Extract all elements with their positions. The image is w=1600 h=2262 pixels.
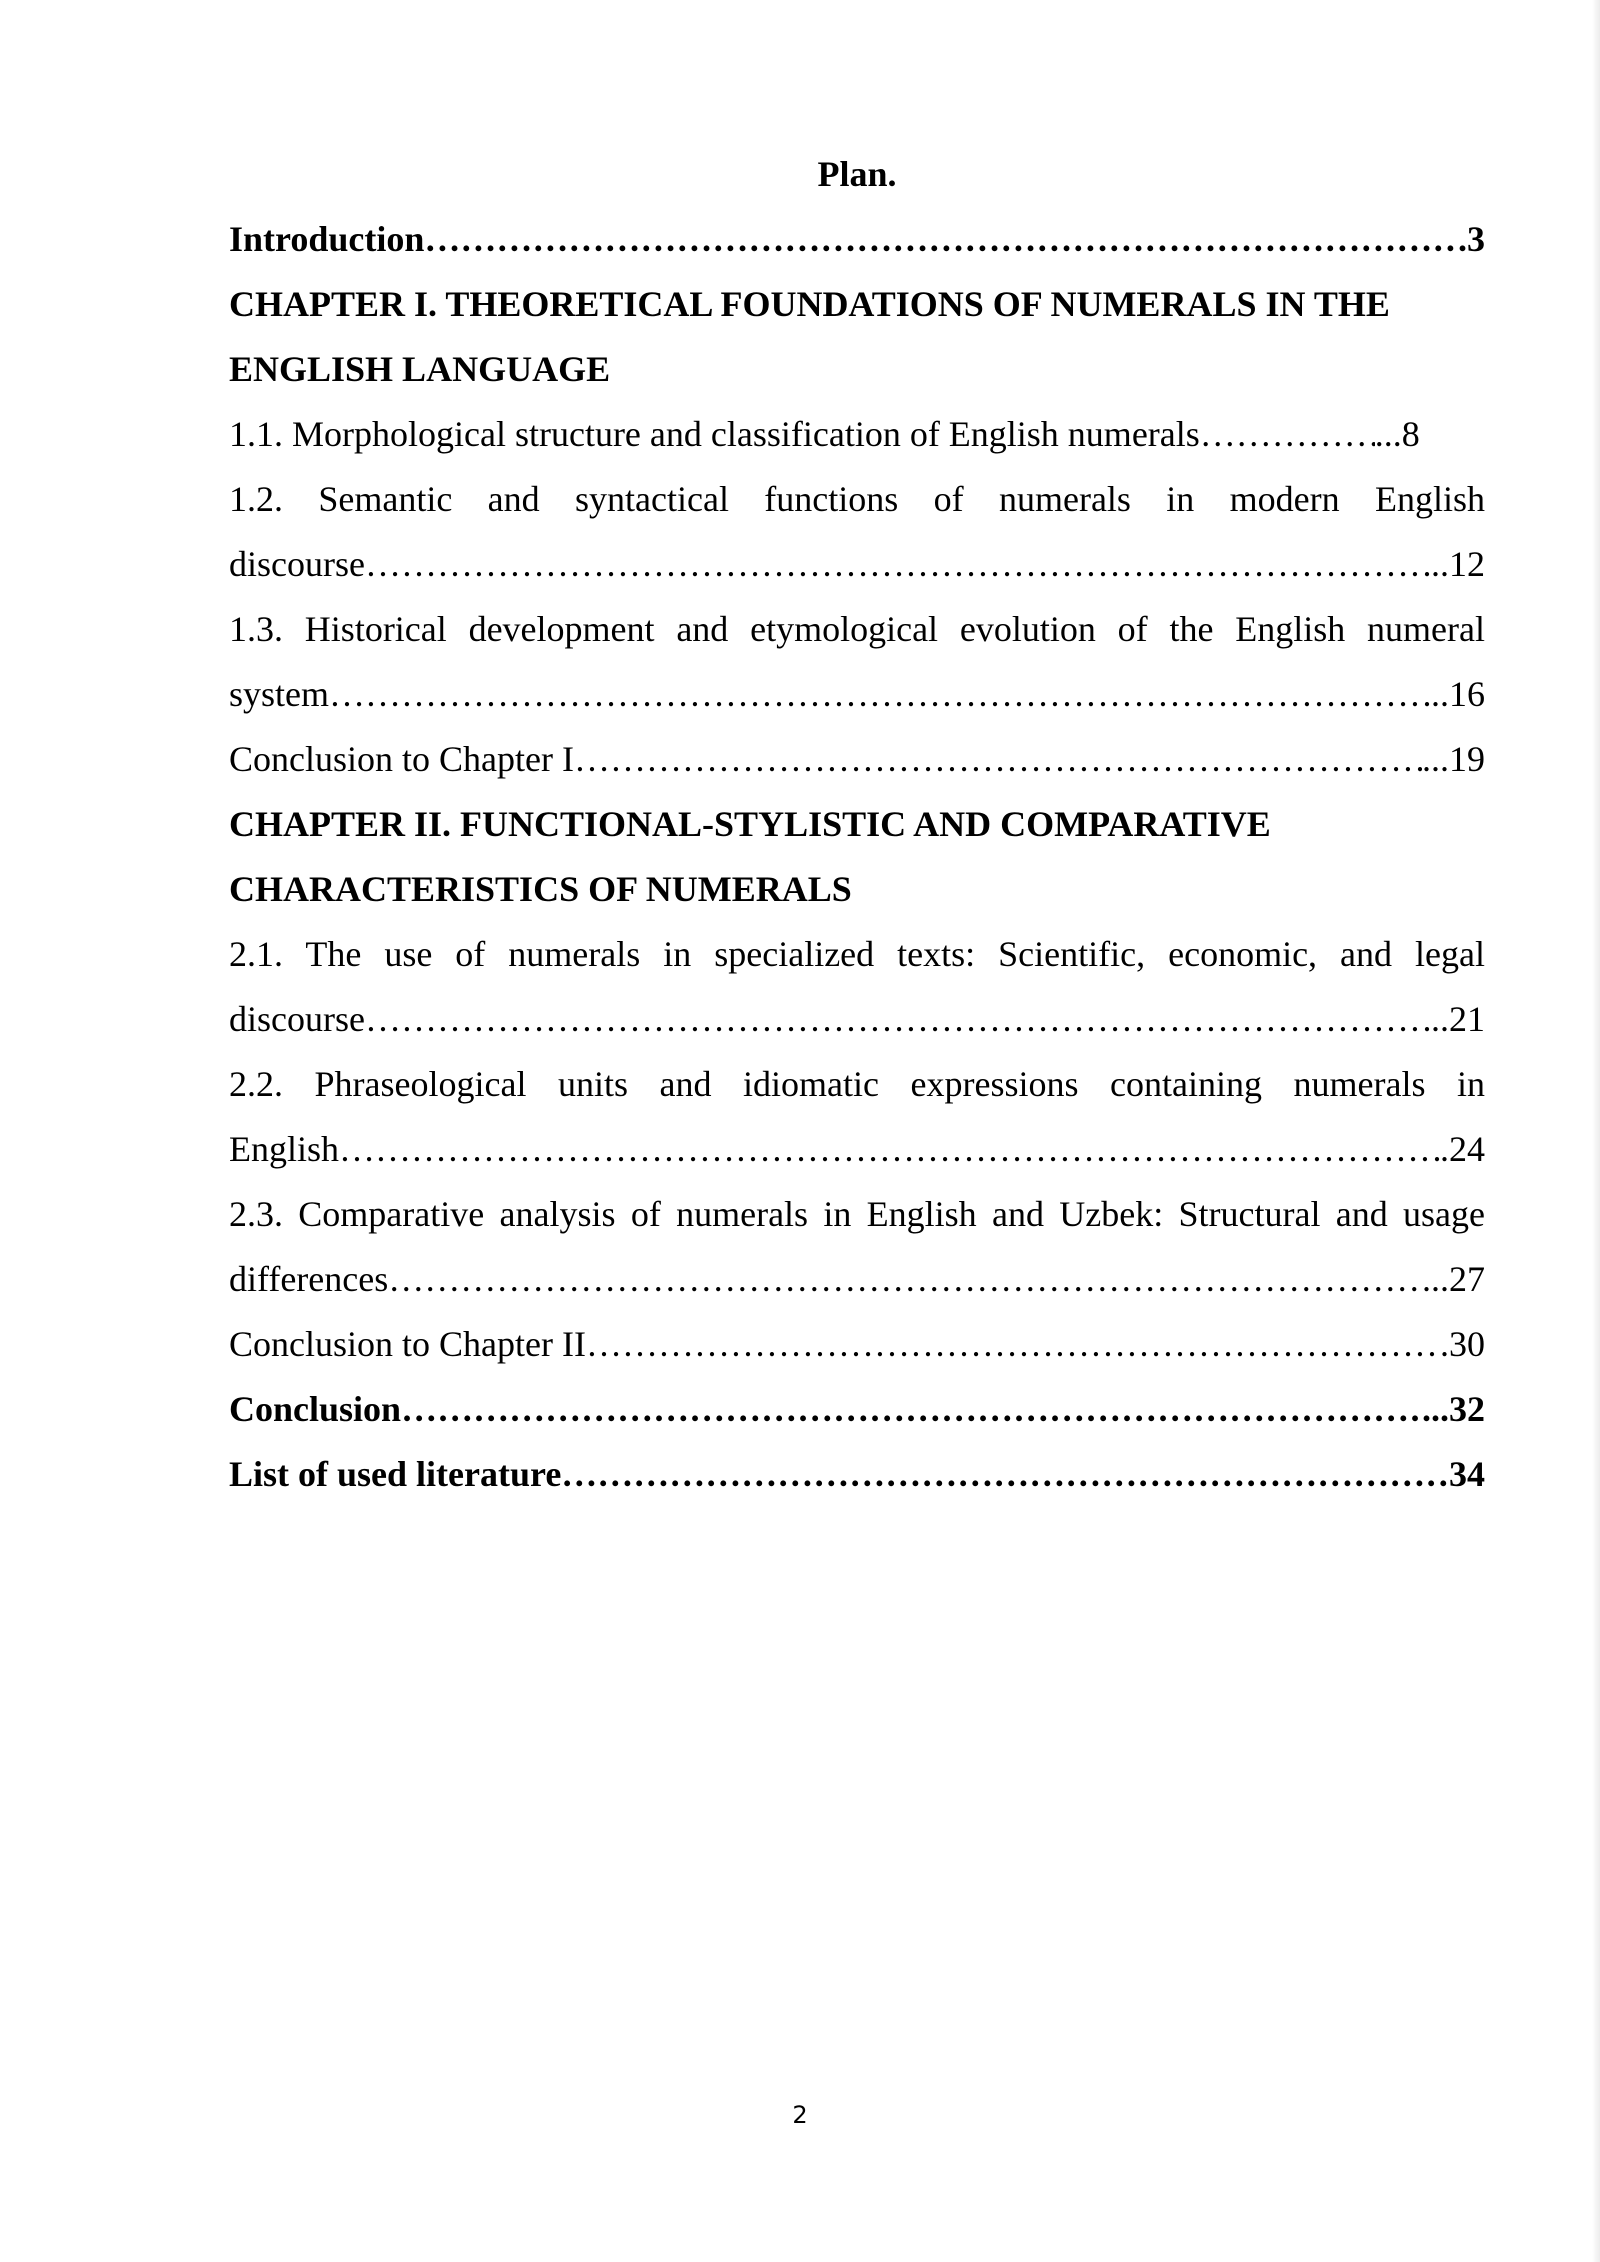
toc-entry-page-group <box>1422 1247 1485 1312</box>
toc-chapter-1-heading-line-1[interactable]: CHAPTER I. THEORETICAL FOUNDATIONS OF NUMERALS IN THE <box>229 284 1390 324</box>
toc-entry-conclusion[interactable] <box>229 1377 1485 1442</box>
toc-entry-1-2-line-1[interactable]: 1.2. Semantic and syntactical functions of numerals in modern English <box>229 479 1485 519</box>
toc-entry-page: 34 <box>1449 1454 1485 1494</box>
toc-entry-label: List of used literature <box>229 1454 562 1494</box>
toc-entry-label: Conclusion <box>229 1389 402 1429</box>
toc-entry-label: discourse <box>229 999 365 1039</box>
toc-entry-2-2-line-2[interactable] <box>229 1117 1485 1182</box>
toc-leader-end: ... <box>1422 1259 1449 1299</box>
toc-leader-dots <box>561 1442 1449 1507</box>
toc-leader-end: ... <box>1422 1389 1449 1429</box>
page-number: 2 <box>792 2101 808 2129</box>
toc-entry-page-group <box>1431 532 1485 597</box>
toc-entry-page: 8 <box>1401 414 1420 454</box>
toc-entry-1-3-line-1[interactable]: 1.3. Historical development and etymological evolution of the English numeral <box>229 609 1485 649</box>
toc-leader-dots <box>339 1117 1440 1182</box>
toc-leader-dots <box>365 987 1431 1052</box>
toc-entry-page-group <box>1422 1377 1485 1442</box>
toc-entry-page: 16 <box>1449 674 1485 714</box>
toc-entry-page-group <box>1440 1312 1485 1377</box>
toc-chapter-2-heading-line-2[interactable]: CHARACTERISTICS OF NUMERALS <box>229 869 852 909</box>
toc-entry-2-1-line-2[interactable] <box>229 987 1485 1052</box>
toc-entry-label: discourse <box>229 544 365 584</box>
toc-entry-label: system <box>229 674 330 714</box>
toc-entry-page-group <box>1458 207 1485 272</box>
toc-entry-literature[interactable] <box>229 1442 1485 1507</box>
toc-leader-dots <box>1200 402 1375 467</box>
toc-entry-label: English <box>229 1129 340 1169</box>
toc-entry-page: 19 <box>1449 739 1485 779</box>
toc-entry-page-group <box>1375 402 1420 467</box>
toc-leader-dots <box>586 1312 1440 1377</box>
toc-entry-2-1-line-1[interactable]: 2.1. The use of numerals in specialized texts: Scientific, economic, and legal <box>229 934 1485 974</box>
toc-entry-page: 27 <box>1449 1259 1485 1299</box>
toc-entry-page-group <box>1431 662 1485 727</box>
toc-entry-page: 12 <box>1449 544 1485 584</box>
toc-leader-end: . <box>1440 1324 1449 1364</box>
toc-chapter-2-heading-line-1[interactable]: CHAPTER II. FUNCTIONAL-STYLISTIC AND COMPARATIVE <box>229 804 1271 844</box>
toc-entry-1-1[interactable] <box>229 402 1485 467</box>
toc-entry-page: 30 <box>1449 1324 1485 1364</box>
toc-entry-introduction[interactable] <box>229 207 1485 272</box>
toc-entry-2-3-line-2[interactable] <box>229 1247 1485 1312</box>
toc-entry-conclusion-chapter-2[interactable] <box>229 1312 1485 1377</box>
toc-entry-2-2-line-1[interactable]: 2.2. Phraseological units and idiomatic expressions containing numerals in <box>229 1064 1485 1104</box>
toc-chapter-1-heading-line-2[interactable]: ENGLISH LANGUAGE <box>229 349 611 389</box>
toc-list <box>229 207 1485 1507</box>
table-of-contents <box>229 142 1485 1507</box>
toc-leader-dots <box>329 662 1431 727</box>
page-edge-shadow <box>1592 0 1600 2262</box>
toc-entry-page: 32 <box>1449 1389 1485 1429</box>
toc-leader-end: .. <box>1431 544 1449 584</box>
toc-entry-page-group <box>1440 1117 1485 1182</box>
toc-entry-label: Conclusion to Chapter II <box>229 1324 586 1364</box>
toc-entry-2-3-line-1[interactable]: 2.3. Comparative analysis of numerals in English and Uzbek: Structural and usage <box>229 1194 1485 1234</box>
toc-entry-page-group <box>1431 987 1485 1052</box>
toc-entry-page-group <box>1422 727 1485 792</box>
toc-leader-dots <box>388 1247 1422 1312</box>
toc-leader-dots <box>365 532 1431 597</box>
toc-leader-end: ... <box>1374 414 1402 454</box>
toc-entry-1-3-line-2[interactable] <box>229 662 1485 727</box>
toc-leader-dots <box>424 207 1458 272</box>
toc-leader-end: .. <box>1431 999 1449 1039</box>
toc-entry-page: 3 <box>1467 219 1485 259</box>
toc-leader-end: . <box>1458 219 1467 259</box>
toc-entry-1-2-line-2[interactable] <box>229 532 1485 597</box>
toc-entry-label: Conclusion to Chapter I <box>229 739 574 779</box>
toc-entry-page-group <box>1449 1442 1485 1507</box>
toc-leader-dots <box>574 727 1422 792</box>
toc-entry-label: Introduction <box>229 219 425 259</box>
page-title: Plan. <box>817 154 897 194</box>
toc-entry-page: 24 <box>1449 1129 1485 1169</box>
toc-leader-end: . <box>1440 1129 1449 1169</box>
toc-entry-conclusion-chapter-1[interactable] <box>229 727 1485 792</box>
toc-leader-end: .. <box>1431 674 1449 714</box>
toc-entry-label: differences <box>229 1259 389 1299</box>
toc-entry-page: 21 <box>1449 999 1485 1039</box>
toc-entry-label: 1.1. Morphological structure and classification of English numerals <box>229 414 1200 454</box>
toc-leader-end: ... <box>1422 739 1449 779</box>
toc-leader-dots <box>401 1377 1422 1442</box>
